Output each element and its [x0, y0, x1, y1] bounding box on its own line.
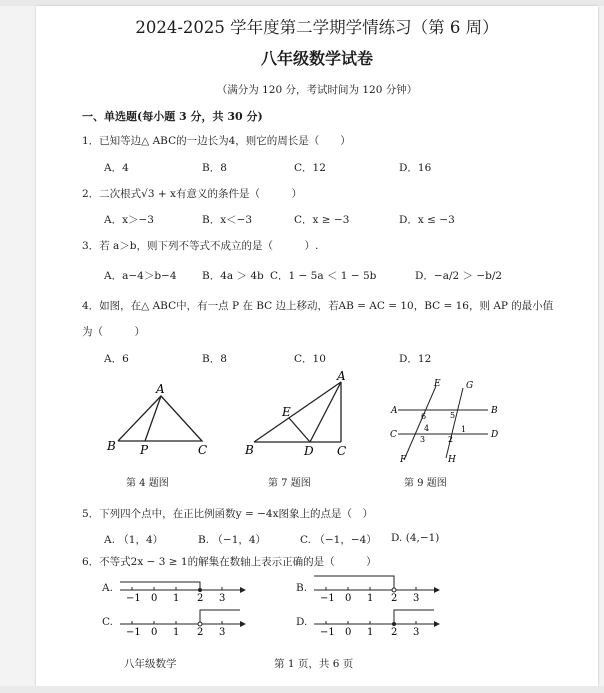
nlc-tick: −1	[126, 627, 141, 638]
nlb-tick: 1	[367, 593, 374, 604]
exam-subtitle: 八年级数学试卷	[260, 49, 373, 68]
q5-option-d: D. (4,−1)	[391, 532, 440, 544]
q2-option-d: D．x ≤ −3	[399, 214, 455, 226]
question-4-cont: 为（ ）	[82, 326, 145, 338]
nla-tick: −1	[126, 593, 141, 604]
nld-tick: 0	[345, 627, 352, 638]
fig9-angle-3: 3	[420, 435, 426, 444]
figure-9	[388, 376, 503, 466]
fig7-label-b: B	[245, 443, 254, 457]
fig9-label-h: H	[448, 455, 456, 465]
fig4-label-c: C	[198, 443, 208, 457]
question-3: 3．若 a＞b，则下列不等式不成立的是（ ）.	[82, 240, 319, 252]
question-4: 4．如图，在△ ABC中，有一点 P 在 BC 边上移动，若AB = AC = 10，BC = 16，则 AP 的最小值	[82, 300, 554, 312]
q1-option-a: A．4	[104, 162, 129, 174]
fig7-label-a: A	[337, 369, 346, 383]
question-6: 6．不等式2x − 3 ≥ 1的解集在数轴上表示正确的是（ ）	[82, 556, 377, 568]
fig4-label-a: A	[156, 382, 165, 396]
nld-tick: 1	[367, 627, 374, 638]
fig7-label-d: D	[304, 444, 314, 458]
nlc-tick: 2	[197, 627, 204, 638]
q4-option-b: B．8	[202, 353, 227, 365]
figure-7	[244, 369, 354, 464]
fig9-label-d: D	[491, 430, 499, 440]
nld-tick: −1	[320, 627, 335, 638]
fig9-angle-5: 5	[450, 411, 456, 420]
q6-option-d: D.	[296, 616, 308, 628]
fig4-label-b: B	[107, 439, 116, 453]
fig7-label-c: C	[337, 444, 347, 458]
nla-tick: 1	[173, 593, 180, 604]
nla-tick: 3	[219, 593, 226, 604]
nla-tick: 2	[197, 593, 204, 604]
numberline-c	[116, 602, 246, 638]
q4-option-a: A．6	[104, 353, 129, 365]
fig4-caption: 第 4 题图	[126, 478, 169, 489]
footer-page: 第 1 页，共 6 页	[274, 658, 354, 670]
q4-option-d: D．12	[399, 353, 432, 365]
nlb-tick: −1	[320, 593, 335, 604]
nla-tick: 0	[151, 593, 158, 604]
fig9-label-e: E	[434, 379, 441, 389]
q5-option-a: A. （1，4）	[104, 534, 164, 546]
nld-tick: 3	[413, 627, 420, 638]
q3-option-b: B．4a ＞ 4b	[202, 270, 264, 282]
q2-option-c: C．x ≥ −3	[294, 214, 350, 226]
fig9-label-b: B	[491, 406, 498, 416]
fig9-angle-4: 4	[424, 424, 430, 433]
q5-option-b: B. （−1，4）	[198, 534, 267, 546]
fig9-label-f: F	[400, 455, 407, 465]
numberline-b	[310, 568, 440, 604]
q5-option-c: C. （−1，−4）	[300, 534, 377, 546]
nlb-tick: 0	[345, 593, 352, 604]
footer-left: 八年级数学	[124, 658, 177, 670]
q6-option-b: B.	[296, 582, 308, 594]
q2-option-a: A．x＞−3	[104, 214, 154, 226]
nlc-tick: 0	[151, 627, 158, 638]
q6-option-a: A.	[102, 582, 113, 594]
question-5: 5．下列四个点中，在正比例函数y = −4x图象上的点是（ ）	[82, 508, 373, 520]
nlb-tick: 3	[413, 593, 420, 604]
fig4-label-p: P	[140, 443, 149, 457]
nlc-tick: 3	[219, 627, 226, 638]
nlb-tick: 2	[391, 593, 398, 604]
q1-option-b: B．8	[202, 162, 227, 174]
fig9-label-g: G	[466, 381, 474, 391]
fig9-caption: 第 9 题图	[404, 478, 447, 489]
nld-tick: 2	[391, 627, 398, 638]
q3-option-d: D．−a/2 ＞ −b/2	[415, 270, 503, 282]
fig7-label-e: E	[282, 405, 291, 419]
q4-option-c: C．10	[294, 353, 326, 365]
fig9-angle-1: 1	[461, 425, 467, 434]
numberline-d	[310, 602, 440, 638]
exam-page	[36, 6, 598, 686]
nlc-tick: 1	[173, 627, 180, 638]
q2-option-b: B．x＜−3	[202, 214, 253, 226]
fig9-label-c: C	[390, 430, 397, 440]
numberline-a	[116, 568, 246, 604]
fig7-caption: 第 7 题图	[268, 478, 311, 489]
question-2: 2．二次根式√3 + x有意义的条件是（ ）	[82, 188, 302, 200]
fig9-angle-6: 6	[421, 412, 427, 421]
fig9-label-a: A	[391, 406, 398, 416]
question-1: 1．已知等边△ ABC的一边长为4，则它的周长是（ ）	[82, 135, 351, 147]
q1-option-d: D．16	[399, 162, 432, 174]
exam-title: 2024-2025 学年度第二学期学情练习（第 6 周）	[135, 18, 499, 37]
q1-option-c: C．12	[294, 162, 326, 174]
q3-option-a: A．a−4＞b−4	[104, 270, 177, 282]
section-heading: 一、单选题(每小题 3 分，共 30 分)	[82, 110, 263, 123]
viewer-bottom-bar	[0, 686, 604, 693]
q6-option-c: C.	[102, 616, 113, 628]
figure-4	[106, 382, 216, 462]
fig9-angle-2: 2	[448, 435, 454, 444]
q3-option-c: C．1 − 5a ＜ 1 − 5b	[270, 270, 377, 282]
exam-note: （满分为 120 分，考试时间为 120 分钟）	[216, 84, 418, 96]
